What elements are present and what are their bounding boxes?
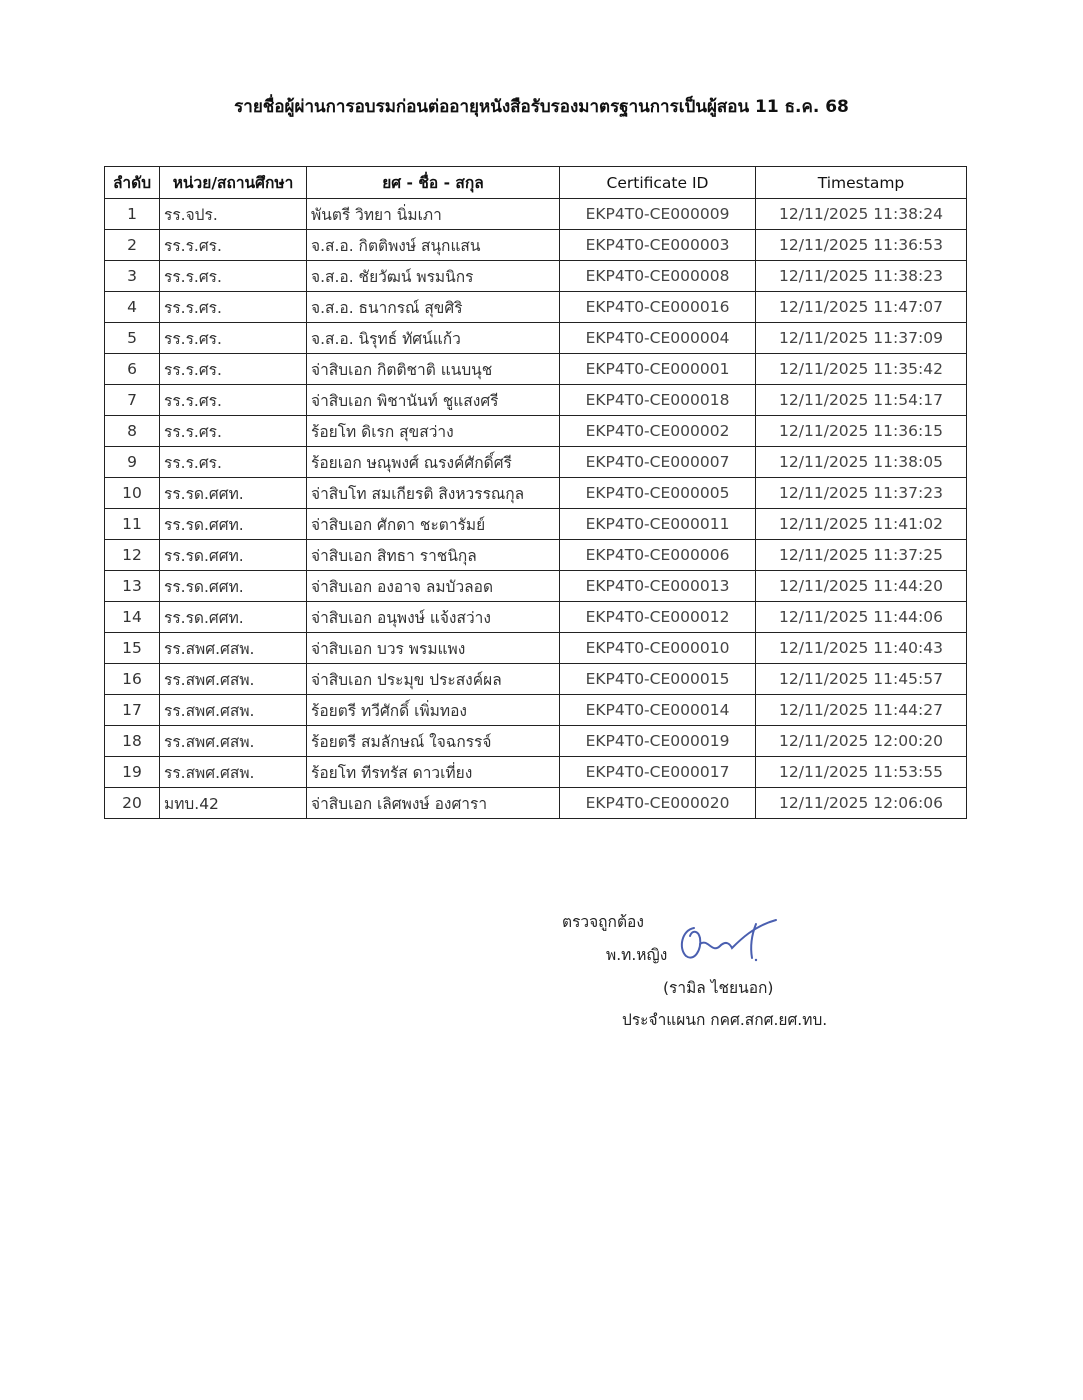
table-row: [105, 478, 967, 509]
row-unit: รร.สพศ.ศสพ.: [160, 757, 307, 788]
row-certificate-id: EKP4T0-CE000012: [560, 602, 756, 633]
row-unit: รร.รด.ศศท.: [160, 509, 307, 540]
row-timestamp: 12/11/2025 11:45:57: [756, 664, 967, 695]
table-row: [105, 230, 967, 261]
row-certificate-id: EKP4T0-CE000004: [560, 323, 756, 354]
row-name: จ่าสิบเอก เลิศพงษ์ องศารา: [307, 788, 560, 819]
row-unit: รร.ร.ศร.: [160, 323, 307, 354]
header-no: ลำดับ: [105, 167, 160, 199]
header-name: ยศ - ชื่อ - สกุล: [307, 167, 560, 199]
row-unit: รร.ร.ศร.: [160, 230, 307, 261]
signer-position: ประจำแผนก กคศ.สกศ.ยศ.ทบ.: [622, 1011, 828, 1029]
row-name: จ.ส.อ. ธนากรณ์ สุขศิริ: [307, 292, 560, 323]
row-number: 2: [105, 230, 160, 261]
row-certificate-id: EKP4T0-CE000016: [560, 292, 756, 323]
row-timestamp: 12/11/2025 11:41:02: [756, 509, 967, 540]
row-timestamp: 12/11/2025 11:40:43: [756, 633, 967, 664]
row-name: จ่าสิบเอก ประมุข ประสงค์ผล: [307, 664, 560, 695]
row-unit: รร.ร.ศร.: [160, 354, 307, 385]
row-number: 11: [105, 509, 160, 540]
row-name: จ.ส.อ. กิตติพงษ์ สนุกแสน: [307, 230, 560, 261]
row-unit: รร.ร.ศร.: [160, 261, 307, 292]
row-certificate-id: EKP4T0-CE000001: [560, 354, 756, 385]
row-unit: รร.สพศ.ศสพ.: [160, 695, 307, 726]
row-number: 17: [105, 695, 160, 726]
row-number: 4: [105, 292, 160, 323]
row-certificate-id: EKP4T0-CE000002: [560, 416, 756, 447]
row-name: จ่าสิบเอก บวร พรมแพง: [307, 633, 560, 664]
row-unit: รร.สพศ.ศสพ.: [160, 633, 307, 664]
header-timestamp: Timestamp: [756, 167, 967, 199]
row-unit: รร.สพศ.ศสพ.: [160, 726, 307, 757]
row-name: ร้อยตรี สมลักษณ์ ใจฉกรรจ์: [307, 726, 560, 757]
row-name: จ่าสิบเอก สิทธา ราชนิกุล: [307, 540, 560, 571]
row-number: 13: [105, 571, 160, 602]
row-timestamp: 12/11/2025 11:35:42: [756, 354, 967, 385]
row-certificate-id: EKP4T0-CE000014: [560, 695, 756, 726]
row-timestamp: 12/11/2025 11:44:06: [756, 602, 967, 633]
table-row: [105, 602, 967, 633]
row-unit: รร.ร.ศร.: [160, 416, 307, 447]
row-number: 5: [105, 323, 160, 354]
row-number: 8: [105, 416, 160, 447]
row-unit: รร.รด.ศศท.: [160, 478, 307, 509]
row-timestamp: 12/11/2025 11:37:25: [756, 540, 967, 571]
row-certificate-id: EKP4T0-CE000007: [560, 447, 756, 478]
table-row: [105, 447, 967, 478]
row-name: จ่าสิบเอก องอาจ ลมบัวลอด: [307, 571, 560, 602]
table-row: [105, 788, 967, 819]
row-timestamp: 12/11/2025 11:44:27: [756, 695, 967, 726]
table-row: [105, 292, 967, 323]
row-timestamp: 12/11/2025 11:47:07: [756, 292, 967, 323]
table-row: [105, 757, 967, 788]
row-number: 15: [105, 633, 160, 664]
row-number: 6: [105, 354, 160, 385]
row-unit: รร.รด.ศศท.: [160, 602, 307, 633]
row-name: จ.ส.อ. นิรุทธ์ ทัศน์แก้ว: [307, 323, 560, 354]
row-number: 3: [105, 261, 160, 292]
table-row: [105, 695, 967, 726]
header-certificate-id: Certificate ID: [560, 167, 756, 199]
row-number: 18: [105, 726, 160, 757]
table-row: [105, 664, 967, 695]
row-name: จ่าสิบเอก อนุพงษ์ แจ้งสว่าง: [307, 602, 560, 633]
row-certificate-id: EKP4T0-CE000018: [560, 385, 756, 416]
row-timestamp: 12/11/2025 11:37:23: [756, 478, 967, 509]
row-timestamp: 12/11/2025 11:36:15: [756, 416, 967, 447]
roster-table: [104, 166, 967, 819]
row-name: ร้อยโท ดิเรก สุขสว่าง: [307, 416, 560, 447]
row-timestamp: 12/11/2025 12:00:20: [756, 726, 967, 757]
row-certificate-id: EKP4T0-CE000017: [560, 757, 756, 788]
table-row: [105, 540, 967, 571]
row-unit: รร.รด.ศศท.: [160, 540, 307, 571]
table-row: [105, 354, 967, 385]
row-name: จ.ส.อ. ชัยวัฒน์ พรมนิกร: [307, 261, 560, 292]
row-number: 1: [105, 199, 160, 230]
row-name: จ่าสิบโท สมเกียรติ สิงหวรรณกุล: [307, 478, 560, 509]
table-row: [105, 416, 967, 447]
roster-body: [105, 199, 967, 819]
table-row: [105, 726, 967, 757]
row-number: 7: [105, 385, 160, 416]
row-name: ร้อยเอก ษณุพงศ์ ณรงค์ศักดิ์ศรี: [307, 447, 560, 478]
row-number: 19: [105, 757, 160, 788]
row-unit: รร.สพศ.ศสพ.: [160, 664, 307, 695]
row-timestamp: 12/11/2025 11:37:09: [756, 323, 967, 354]
row-certificate-id: EKP4T0-CE000011: [560, 509, 756, 540]
row-timestamp: 12/11/2025 12:06:06: [756, 788, 967, 819]
row-number: 20: [105, 788, 160, 819]
row-number: 16: [105, 664, 160, 695]
row-certificate-id: EKP4T0-CE000020: [560, 788, 756, 819]
table-row: [105, 199, 967, 230]
row-name: ร้อยโท ทีรทรัส ดาวเที่ยง: [307, 757, 560, 788]
verified-label: ตรวจถูกต้อง: [562, 913, 644, 931]
row-name: จ่าสิบเอก พิชานันท์ ชูแสงศรี: [307, 385, 560, 416]
row-name: ร้อยตรี ทวีศักดิ์ เพิ่มทอง: [307, 695, 560, 726]
table-row: [105, 509, 967, 540]
row-unit: รร.จปร.: [160, 199, 307, 230]
row-number: 14: [105, 602, 160, 633]
table-row: [105, 261, 967, 292]
signature-icon: [676, 914, 786, 966]
signer-name: (รามิล ไชยนอก): [663, 979, 774, 997]
table-row: [105, 385, 967, 416]
row-number: 10: [105, 478, 160, 509]
document-title: รายชื่อผู้ผ่านการอบรมก่อนต่ออายุหนังสือรับรองมาตรฐานการเป็นผู้สอน 11 ธ.ค. 68: [234, 97, 849, 117]
row-unit: รร.รด.ศศท.: [160, 571, 307, 602]
header-unit: หน่วย/สถานศึกษา: [160, 167, 307, 199]
row-unit: รร.ร.ศร.: [160, 385, 307, 416]
row-certificate-id: EKP4T0-CE000019: [560, 726, 756, 757]
table-row: [105, 323, 967, 354]
row-name: พันตรี วิทยา นิ่มเภา: [307, 199, 560, 230]
row-unit: รร.ร.ศร.: [160, 292, 307, 323]
signer-rank: พ.ท.หญิง: [606, 946, 668, 964]
row-name: จ่าสิบเอก กิตติชาติ แนบนุช: [307, 354, 560, 385]
row-timestamp: 12/11/2025 11:36:53: [756, 230, 967, 261]
row-certificate-id: EKP4T0-CE000003: [560, 230, 756, 261]
row-certificate-id: EKP4T0-CE000013: [560, 571, 756, 602]
row-timestamp: 12/11/2025 11:38:23: [756, 261, 967, 292]
row-timestamp: 12/11/2025 11:38:24: [756, 199, 967, 230]
row-certificate-id: EKP4T0-CE000015: [560, 664, 756, 695]
row-certificate-id: EKP4T0-CE000008: [560, 261, 756, 292]
row-certificate-id: EKP4T0-CE000006: [560, 540, 756, 571]
row-certificate-id: EKP4T0-CE000009: [560, 199, 756, 230]
row-certificate-id: EKP4T0-CE000005: [560, 478, 756, 509]
row-timestamp: 12/11/2025 11:53:55: [756, 757, 967, 788]
row-certificate-id: EKP4T0-CE000010: [560, 633, 756, 664]
table-row: [105, 633, 967, 664]
table-row: [105, 571, 967, 602]
row-number: 12: [105, 540, 160, 571]
table-header-row: [105, 167, 967, 199]
row-name: จ่าสิบเอก ศักดา ชะตารัมย์: [307, 509, 560, 540]
row-timestamp: 12/11/2025 11:44:20: [756, 571, 967, 602]
row-unit: รร.ร.ศร.: [160, 447, 307, 478]
row-timestamp: 12/11/2025 11:54:17: [756, 385, 967, 416]
row-number: 9: [105, 447, 160, 478]
row-timestamp: 12/11/2025 11:38:05: [756, 447, 967, 478]
row-unit: มทบ.42: [160, 788, 307, 819]
